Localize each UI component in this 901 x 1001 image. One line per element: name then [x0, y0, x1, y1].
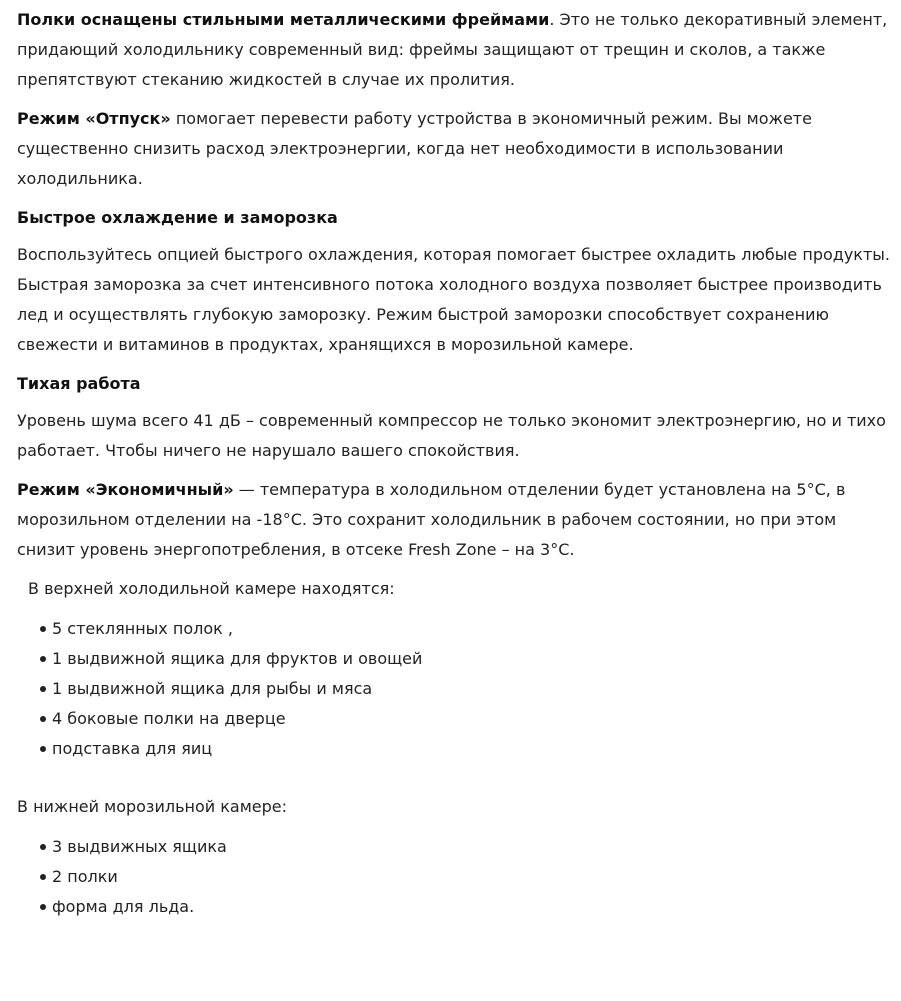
economy-paragraph — [17, 475, 890, 565]
economy-text: — температура в холодильном отделении будет установлена на 5°С, в морозильном отделении на -18°С. Это сохранит холодильник в рабочем состоянии, но при этом снизит уровень энергопотребления, в отсеке Fresh Zone – на 3°С. — [17, 480, 846, 559]
list-item: 1 выдвижной ящика для фруктов и овощей — [37, 644, 890, 674]
list-item: 2 полки — [37, 862, 890, 892]
fridge-list-intro: В верхней холодильной камере находятся: — [28, 579, 395, 598]
list-item: 3 выдвижных ящика — [37, 832, 890, 862]
economy-bold-lead: Режим «Экономичный» — [17, 480, 234, 499]
quiet-paragraph: Уровень шума всего 41 дБ – современный компрессор не только экономит электроэнергию, но и тихо работает. Чтобы ничего не нарушало вашего спокойствия. — [17, 411, 886, 460]
quiet-heading: Тихая работа — [17, 374, 141, 393]
list-item: 1 выдвижной ящика для рыбы и мяса — [37, 674, 890, 704]
freezer-list — [17, 832, 890, 922]
vacation-paragraph — [17, 104, 890, 194]
shelves-text: . Это не только декоративный элемент, придающий холодильнику современный вид: фреймы защищают от трещин и сколов, а также препятствуют стеканию жидкостей в случае их пролития. — [17, 10, 888, 89]
vacation-bold-lead: Режим «Отпуск» — [17, 109, 171, 128]
list-item: 5 стеклянных полок , — [37, 614, 890, 644]
fast-cooling-heading: Быстрое охлаждение и заморозка — [17, 208, 338, 227]
shelves-paragraph — [17, 5, 890, 95]
list-item: форма для льда. — [37, 892, 890, 922]
freezer-list-intro: В нижней морозильной камере: — [17, 797, 287, 816]
list-item: подставка для яиц — [37, 734, 890, 764]
vacation-text: помогает перевести работу устройства в экономичный режим. Вы можете существенно снизить расход электроэнергии, когда нет необходимости в использовании холодильника. — [17, 109, 812, 188]
shelves-bold-lead: Полки оснащены стильными металлическими фреймами — [17, 10, 550, 29]
fridge-list — [17, 614, 890, 764]
list-item: 4 боковые полки на дверце — [37, 704, 890, 734]
fast-cooling-paragraph: Воспользуйтесь опцией быстрого охлаждения, которая помогает быстрее охладить любые продукты. Быстрая заморозка за счет интенсивного потока холодного воздуха позволяет быстрее производить лед и осуществлять глубокую заморозку. Режим быстрой заморозки способствует сохранению свежести и витаминов в продуктах, хранящихся в морозильной камере. — [17, 245, 890, 354]
